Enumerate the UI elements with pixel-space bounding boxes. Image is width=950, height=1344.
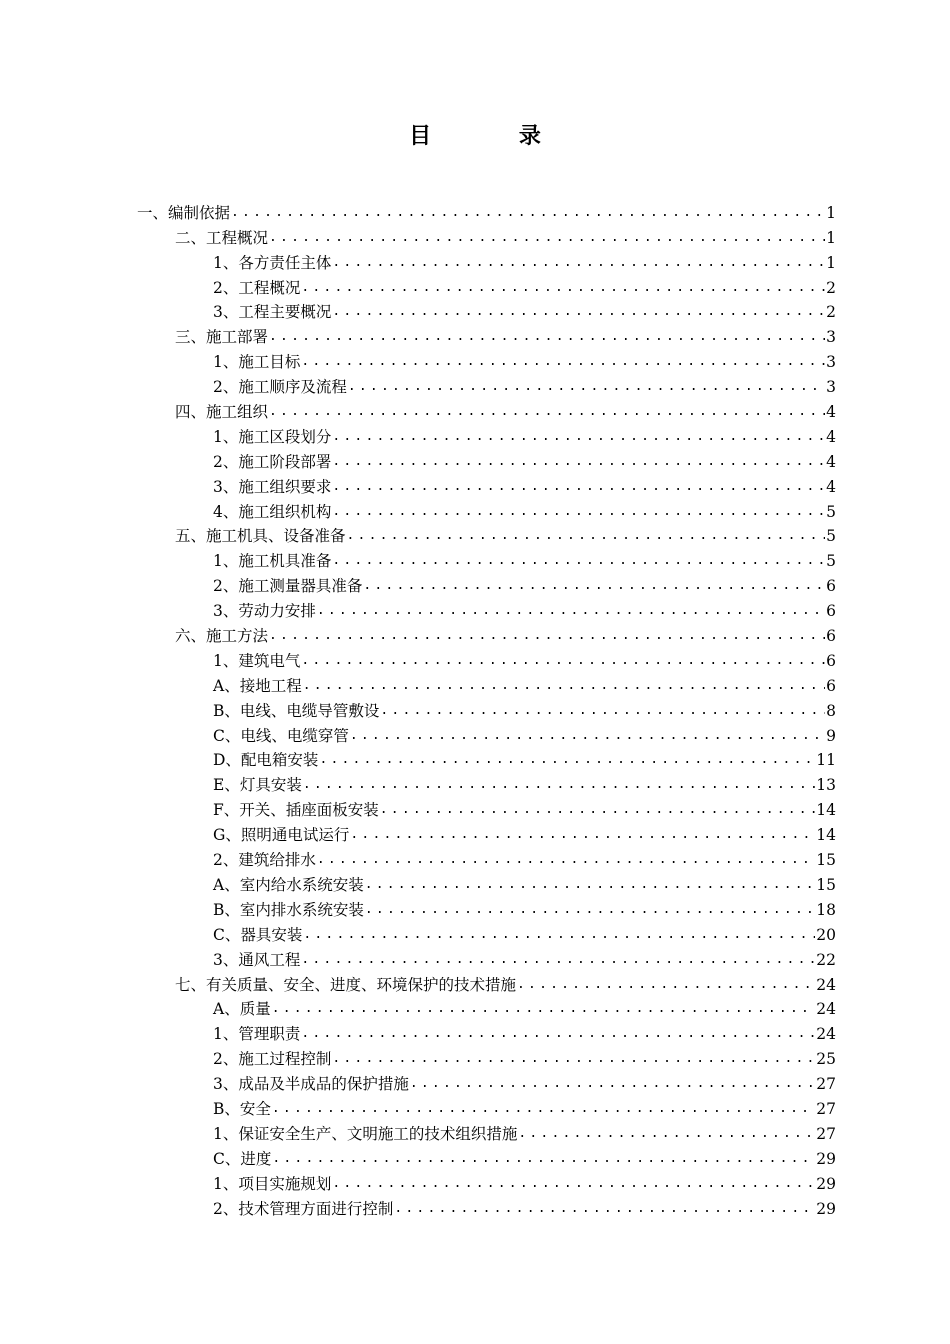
toc-entry[interactable] [0, 1170, 836, 1195]
toc-entry[interactable] [0, 946, 836, 971]
toc-entry[interactable] [0, 299, 836, 324]
toc-entry[interactable] [0, 846, 836, 871]
toc-entry-label: 3、劳动力安排 [213, 602, 316, 621]
toc-entry-label: F、开关、插座面板安装 [213, 801, 379, 820]
toc-entry-page-number: 27 [816, 1099, 836, 1118]
toc-entry-label: 四、施工组织 [175, 403, 269, 422]
toc-entry-label: 1、管理职责 [213, 1025, 301, 1044]
toc-entry[interactable] [0, 971, 836, 996]
toc-dot-leader [302, 675, 825, 697]
toc-entry-page-number: 2 [826, 278, 836, 297]
toc-entry[interactable] [0, 1145, 836, 1170]
toc-entry-label: 2、施工顺序及流程 [213, 378, 347, 397]
toc-entry-page-number: 1 [826, 253, 836, 272]
toc-entry-page-number: 27 [816, 1124, 836, 1143]
toc-entry[interactable] [0, 672, 836, 697]
toc-dot-leader [364, 899, 815, 921]
toc-entry[interactable] [0, 821, 836, 846]
toc-dot-leader [364, 874, 816, 896]
toc-entry-page-number: 3 [826, 328, 836, 347]
toc-dot-leader [268, 326, 825, 348]
toc-entry-label: 1、施工目标 [213, 353, 301, 372]
toc-entry-page-number: 2 [826, 303, 836, 322]
toc-entry[interactable] [0, 996, 836, 1021]
toc-entry-page-number: 5 [826, 502, 836, 521]
toc-entry-label: 1、建筑电气 [213, 651, 301, 670]
toc-entry[interactable] [0, 473, 836, 498]
toc-entry-label: 2、技术管理方面进行控制 [213, 1199, 394, 1218]
toc-entry-page-number: 22 [816, 950, 836, 969]
toc-entry[interactable] [0, 224, 836, 249]
toc-entry-label: 4、施工组织机构 [213, 502, 332, 521]
toc-entry[interactable] [0, 547, 836, 572]
toc-dot-leader [393, 1198, 815, 1220]
toc-entry-page-number: 4 [826, 452, 836, 471]
toc-entry-page-number: 11 [816, 751, 836, 770]
toc-entry[interactable] [0, 373, 836, 398]
toc-entry-page-number: 3 [826, 353, 836, 372]
toc-entry-label: 七、有关质量、安全、进度、环境保护的技术措施 [175, 975, 517, 994]
toc-entry-label: 一、编制依据 [137, 203, 231, 222]
toc-entry-page-number: 6 [826, 676, 836, 695]
toc-dot-leader [346, 525, 826, 547]
toc-entry-page-number: 4 [826, 427, 836, 446]
toc-entry[interactable] [0, 1120, 836, 1145]
toc-entry-page-number: 1 [826, 203, 836, 222]
toc-entry-page-number: 9 [826, 726, 836, 745]
toc-entry-page-number: 4 [826, 403, 836, 422]
toc-entry[interactable] [0, 771, 836, 796]
toc-entry[interactable] [0, 448, 836, 473]
toc-dot-leader [300, 351, 825, 373]
toc-entry-label: 2、施工测量器具准备 [213, 577, 363, 596]
table-of-contents [0, 199, 950, 1220]
toc-entry[interactable] [0, 871, 836, 896]
toc-dot-leader [316, 600, 825, 622]
toc-entry-label: 1、各方责任主体 [213, 253, 332, 272]
toc-dot-leader [379, 799, 816, 821]
toc-entry[interactable] [0, 249, 836, 274]
toc-dot-leader [268, 401, 825, 423]
toc-dot-leader [409, 1073, 815, 1095]
toc-dot-leader [517, 1123, 815, 1145]
toc-entry-label: 五、施工机具、设备准备 [175, 527, 346, 546]
toc-entry-label: C、电线、电缆穿管 [213, 726, 349, 745]
toc-entry-label: D、配电箱安装 [213, 751, 319, 770]
toc-entry-label: 1、项目实施规划 [213, 1174, 332, 1193]
toc-entry[interactable] [0, 1095, 836, 1120]
toc-entry[interactable] [0, 498, 836, 523]
toc-entry-label: 三、施工部署 [175, 328, 269, 347]
toc-entry[interactable] [0, 348, 836, 373]
toc-dot-leader [347, 376, 825, 398]
toc-entry[interactable] [0, 921, 836, 946]
page-title: 目 录 [409, 124, 581, 149]
toc-entry-label: B、安全 [213, 1099, 271, 1118]
toc-entry-page-number: 15 [816, 875, 836, 894]
toc-dot-leader [331, 301, 825, 323]
toc-entry-label: 二、工程概况 [175, 228, 269, 247]
toc-entry-label: A、室内给水系统安装 [213, 875, 364, 894]
toc-dot-leader [331, 426, 825, 448]
toc-entry[interactable] [0, 523, 836, 548]
toc-entry-page-number: 25 [816, 1050, 836, 1069]
toc-entry[interactable] [0, 423, 836, 448]
toc-entry-label: C、进度 [213, 1149, 272, 1168]
toc-entry-page-number: 24 [816, 1000, 836, 1019]
toc-entry-page-number: 13 [816, 776, 836, 795]
toc-entry-page-number: 5 [826, 552, 836, 571]
toc-entry[interactable] [0, 597, 836, 622]
toc-entry-page-number: 18 [816, 900, 836, 919]
toc-entry-page-number: 24 [816, 1025, 836, 1044]
toc-entry-label: 2、施工过程控制 [213, 1050, 332, 1069]
toc-dot-leader [331, 1048, 815, 1070]
toc-entry-page-number: 6 [826, 651, 836, 670]
toc-entry-label: 六、施工方法 [175, 627, 269, 646]
toc-entry[interactable] [0, 796, 836, 821]
toc-entry[interactable] [0, 199, 836, 224]
toc-entry[interactable] [0, 274, 836, 299]
toc-entry[interactable] [0, 647, 836, 672]
toc-entry-label: 3、通风工程 [213, 950, 301, 969]
toc-entry-page-number: 15 [816, 851, 836, 870]
toc-entry-page-number: 14 [816, 801, 836, 820]
toc-dot-leader [302, 774, 815, 796]
toc-entry-label: 3、成品及半成品的保护措施 [213, 1075, 409, 1094]
toc-dot-leader [300, 650, 825, 672]
toc-entry-label: 1、施工机具准备 [213, 552, 332, 571]
toc-dot-leader [349, 824, 815, 846]
toc-dot-leader [331, 252, 825, 274]
toc-dot-leader [516, 974, 815, 996]
toc-dot-leader [300, 949, 815, 971]
toc-entry-label: 2、建筑给排水 [213, 851, 316, 870]
toc-entry-label: 2、施工阶段部署 [213, 452, 332, 471]
toc-entry-label: 1、保证安全生产、文明施工的技术组织措施 [213, 1124, 518, 1143]
toc-entry-label: 3、工程主要概况 [213, 303, 332, 322]
toc-entry[interactable] [0, 722, 836, 747]
toc-dot-leader [318, 749, 815, 771]
toc-entry-label: B、室内排水系统安装 [213, 900, 364, 919]
toc-entry-page-number: 6 [826, 627, 836, 646]
toc-entry-page-number: 3 [826, 378, 836, 397]
toc-entry[interactable] [0, 896, 836, 921]
toc-entry[interactable] [0, 747, 836, 772]
toc-entry-page-number: 20 [816, 925, 836, 944]
toc-entry-page-number: 6 [826, 602, 836, 621]
toc-dot-leader [271, 1148, 815, 1170]
toc-dot-leader [268, 625, 825, 647]
toc-dot-leader [362, 575, 825, 597]
toc-entry[interactable] [0, 697, 836, 722]
toc-entry[interactable] [0, 398, 836, 423]
toc-entry-page-number: 1 [826, 228, 836, 247]
toc-entry-label: 1、施工区段划分 [213, 427, 332, 446]
toc-dot-leader [302, 924, 815, 946]
toc-dot-leader [331, 451, 825, 473]
toc-entry-label: A、质量 [213, 1000, 271, 1019]
toc-entry-page-number: 6 [826, 577, 836, 596]
toc-entry-page-number: 4 [826, 477, 836, 496]
toc-entry[interactable] [0, 1195, 836, 1220]
toc-dot-leader [349, 725, 825, 747]
toc-entry-label: C、器具安装 [213, 925, 303, 944]
toc-dot-leader [271, 1098, 815, 1120]
toc-entry-label: G、照明通电试运行 [213, 826, 350, 845]
toc-entry-label: A、接地工程 [213, 676, 302, 695]
toc-dot-leader [316, 849, 815, 871]
toc-entry-page-number: 24 [816, 975, 836, 994]
toc-dot-leader [268, 227, 825, 249]
toc-entry[interactable] [0, 1045, 836, 1070]
toc-entry[interactable] [0, 622, 836, 647]
toc-entry-page-number: 29 [816, 1199, 836, 1218]
toc-dot-leader [331, 1173, 815, 1195]
toc-dot-leader [230, 202, 825, 224]
toc-entry[interactable] [0, 1070, 836, 1095]
toc-entry-label: B、电线、电缆导管敷设 [213, 701, 380, 720]
toc-dot-leader [331, 476, 825, 498]
toc-entry-label: E、灯具安装 [213, 776, 302, 795]
toc-entry-page-number: 5 [826, 527, 836, 546]
toc-dot-leader [331, 501, 825, 523]
toc-entry[interactable] [0, 1020, 836, 1045]
toc-entry-label: 3、施工组织要求 [213, 477, 332, 496]
toc-entry-label: 2、工程概况 [213, 278, 301, 297]
toc-dot-leader [300, 277, 825, 299]
toc-dot-leader [271, 998, 816, 1020]
toc-entry-page-number: 14 [816, 826, 836, 845]
toc-entry-page-number: 29 [816, 1174, 836, 1193]
toc-entry-page-number: 27 [816, 1075, 836, 1094]
toc-dot-leader [379, 700, 825, 722]
toc-entry-page-number: 8 [826, 701, 836, 720]
toc-entry-page-number: 29 [816, 1149, 836, 1168]
toc-entry[interactable] [0, 323, 836, 348]
toc-dot-leader [331, 550, 825, 572]
toc-entry[interactable] [0, 572, 836, 597]
toc-dot-leader [300, 1023, 815, 1045]
